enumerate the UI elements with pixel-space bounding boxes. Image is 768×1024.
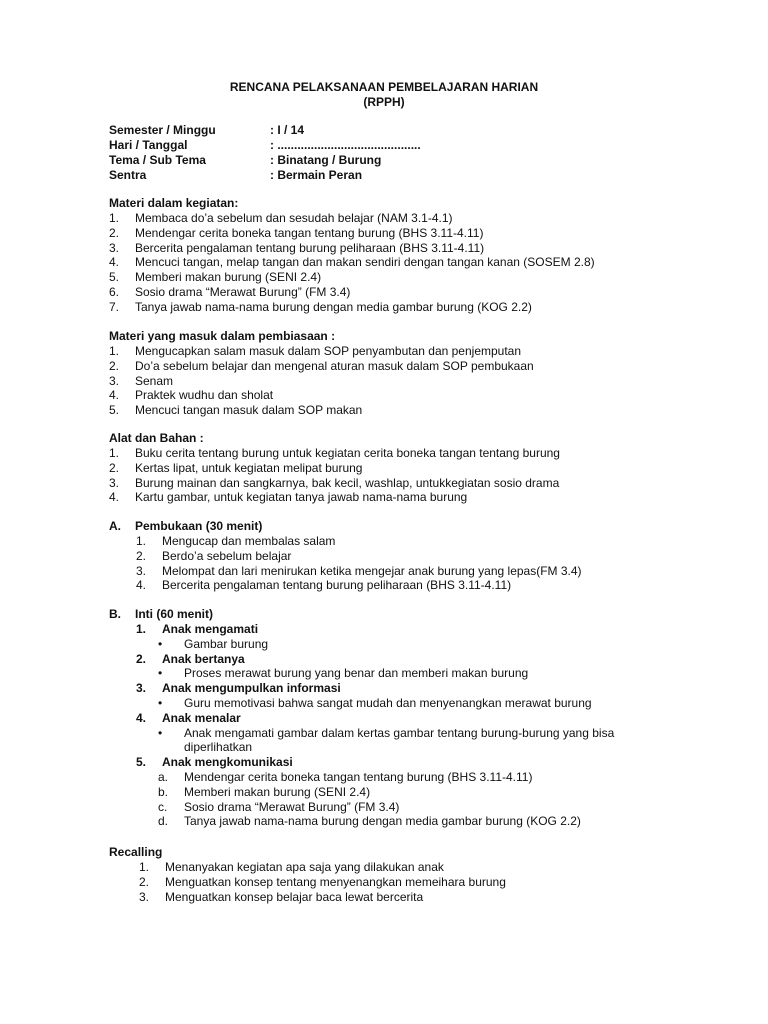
list-item: 1. Membaca do’a sebelum dan sesudah belajar (NAM 3.1-4.1) [109, 211, 453, 225]
list-item: 1. Buku cerita tentang burung untuk kegiatan cerita boneka tangan tentang burung [109, 446, 560, 460]
list-item: 2. Menguatkan konsep tentang menyenangkan memeihara burung [139, 874, 506, 889]
list-item: 3. Menguatkan konsep belajar baca lewat bercerita [139, 889, 424, 904]
meta-row: Hari / Tanggal : ........................................... [109, 138, 421, 152]
section-heading: A. Pembukaan (30 menit) [109, 519, 263, 533]
title-line-2: (RPPH) [363, 95, 405, 109]
meta-row: Tema / Sub Tema : Binatang / Burung [109, 153, 382, 167]
list-item: 4. Kartu gambar, untuk kegiatan tanya jawab nama-nama burung [109, 490, 468, 505]
list-item: 1. Menanyakan kegiatan apa saja yang dilakukan anak [139, 860, 444, 874]
list-item: 2. Kertas lipat, untuk kegiatan melipat burung [109, 460, 363, 475]
list-item: 5. Anak mengkomunikasi [136, 755, 293, 770]
bullet-list [158, 637, 719, 652]
materi-list [109, 211, 719, 315]
list-item: 2. Anak bertanya [136, 651, 245, 666]
list-item: 2. Berdo’a sebelum belajar [136, 548, 292, 563]
list-item: 4. Bercerita pengalaman tentang burung peliharaan (BHS 3.11-4.11) [136, 578, 512, 593]
list-item: c. Sosio drama “Merawat Burung” (FM 3.4) [158, 799, 400, 814]
list-item: 4. Anak menalar [136, 710, 241, 725]
bullet-item: • Guru memotivasi bahwa sangat mudah dan menyenangkan merawat burung [158, 695, 592, 710]
bullet-list [158, 666, 719, 681]
list-item: 7. Tanya jawab nama-nama burung dengan media gambar burung (KOG 2.2) [109, 299, 532, 314]
list-item: 3. Senam [109, 373, 174, 388]
meta-block [109, 123, 421, 183]
section-heading: Materi dalam kegiatan: [109, 196, 239, 210]
section-heading: Recalling [109, 845, 163, 859]
bullet-list [158, 696, 719, 711]
bullet-item: • Gambar burung [158, 636, 269, 651]
list-item: 4. Mencuci tangan, melap tangan dan makan sendiri dengan tangan kanan (SOSEM 2.8) [109, 255, 595, 270]
list-item: 1. Mengucapkan salam masuk dalam SOP penyambutan dan penjemputan [109, 344, 522, 358]
pembiasaan-list [109, 344, 719, 418]
section-inti [109, 607, 719, 829]
list-item: 6. Sosio drama “Merawat Burung” (FM 3.4) [109, 284, 351, 299]
list-item: 5. Memberi makan burung (SENI 2.4) [109, 270, 322, 285]
section-heading: B. Inti (60 menit) [109, 607, 214, 621]
list-item: 1. Mengucap dan membalas salam [136, 534, 336, 548]
meta-row: Semester / Minggu : I / 14 [109, 123, 305, 137]
list-item: 3. Melompat dan lari menirukan ketika mengejar anak burung yang lepas(FM 3.4) [136, 563, 582, 578]
list-item: b. Memberi makan burung (SENI 2.4) [158, 784, 371, 799]
section-heading: Materi yang masuk dalam pembiasaan : [109, 329, 336, 343]
list-item: d. Tanya jawab nama-nama burung dengan media gambar burung (KOG 2.2) [158, 814, 581, 829]
section-pembukaan [109, 519, 719, 593]
document-title [0, 80, 768, 110]
title-line-1: RENCANA PELAKSANAAN PEMBELAJARAN HARIAN [229, 80, 539, 94]
meta-row: Sentra : Bermain Peran [109, 168, 363, 182]
list-item: 4. Praktek wudhu dan sholat [109, 388, 274, 403]
list-item: 3. Bercerita pengalaman tentang burung peliharaan (BHS 3.11-4.11) [109, 240, 485, 255]
section-pembiasaan [109, 329, 719, 418]
bullet-item: • Proses merawat burung yang benar dan memberi makan burung [158, 666, 529, 681]
bullet-item: • Anak mengamati gambar dalam kertas gambar tentang burung-burung yang bisa diperlihatkan [158, 725, 615, 755]
sub-list [158, 770, 719, 829]
alat-list [109, 446, 719, 505]
list-item: 3. Anak mengumpulkan informasi [136, 681, 341, 696]
inti-list [136, 622, 719, 637]
section-recalling [109, 845, 719, 904]
section-materi [109, 196, 719, 315]
pembukaan-list [136, 534, 719, 593]
list-item: 2. Mendengar cerita boneka tangan tentang burung (BHS 3.11-4.11) [109, 225, 484, 240]
list-item: 3. Burung mainan dan sangkarnya, bak kecil, washlap, untukkegiatan sosio drama [109, 475, 560, 490]
list-item: a. Mendengar cerita boneka tangan tentang burung (BHS 3.11-4.11) [158, 769, 533, 784]
section-heading: Alat dan Bahan : [109, 431, 204, 445]
list-item: 2. Do’a sebelum belajar dan mengenal aturan masuk dalam SOP pembukaan [109, 358, 534, 373]
section-alat-bahan [109, 431, 719, 505]
list-item: 1. Anak mengamati [136, 622, 259, 636]
list-item: 5. Mencuci tangan masuk dalam SOP makan [109, 403, 363, 418]
recalling-list [139, 860, 719, 904]
bullet-list [158, 726, 719, 756]
